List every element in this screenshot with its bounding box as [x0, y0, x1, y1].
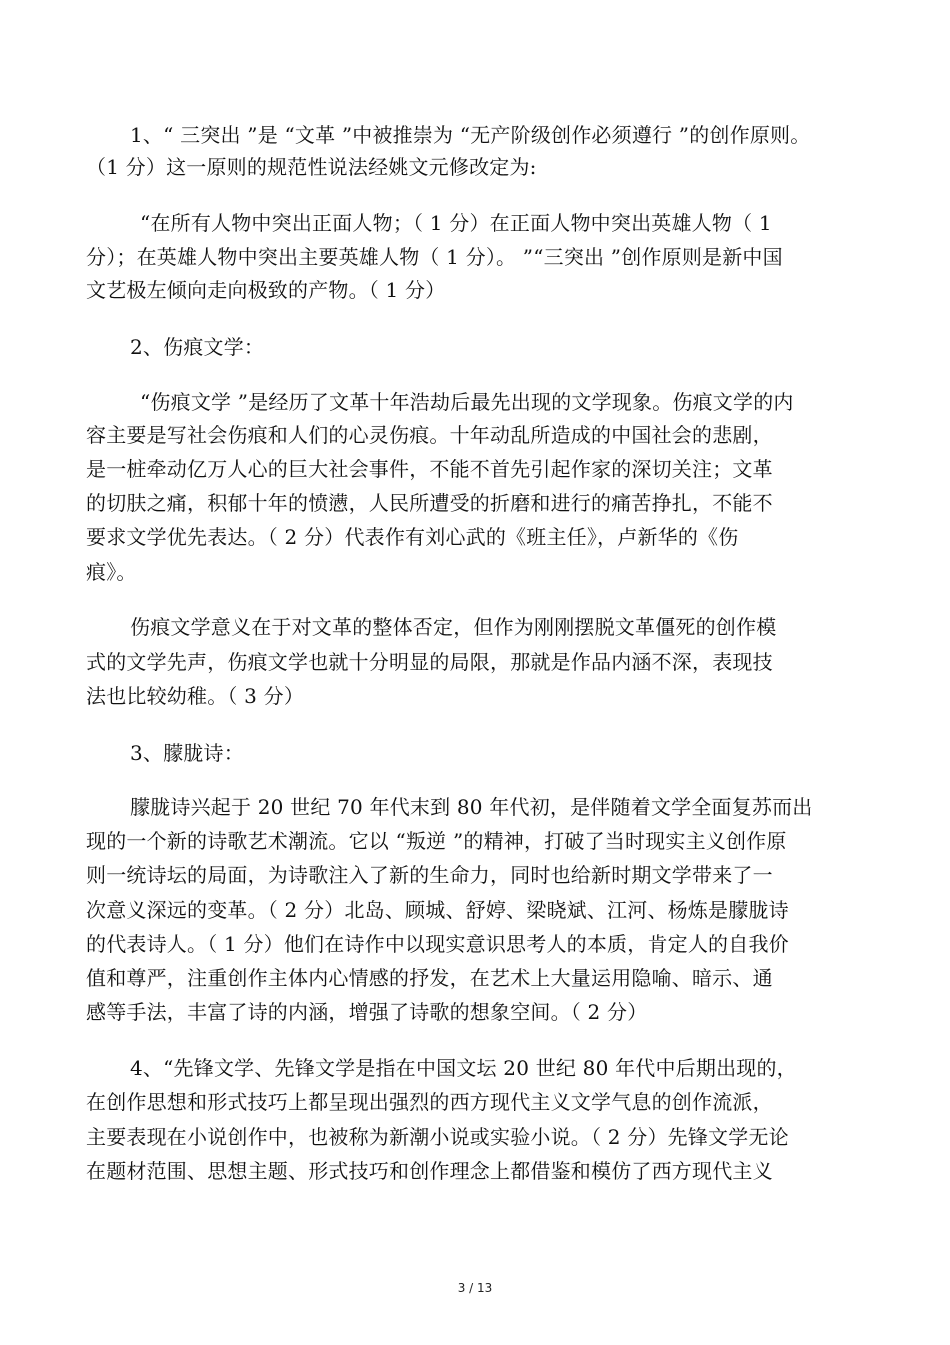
text-line: 要求文学优先表达。（ 2 分）代表作有刘心武的《班主任》，卢新华的《伤	[86, 525, 739, 549]
text-line: 感等手法，丰富了诗的内涵，增强了诗歌的想象空间。（ 2 分）	[86, 1000, 648, 1024]
text-line: 文艺极左倾向走向极致的产物。（ 1 分）	[86, 278, 446, 302]
text-line: 在创作思想和形式技巧上都呈现出强烈的西方现代主义文学气息的创作流派，	[86, 1090, 773, 1114]
text-line: 值和尊严，注重创作主体内心情感的抒发，在艺术上大量运用隐喻、暗示、通	[86, 966, 773, 990]
text-line: 的代表诗人。（ 1 分）他们在诗作中以现实意识思考人的本质，肯定人的自我价	[86, 932, 789, 956]
text-line: （1 分）这一原则的规范性说法经姚文元修改定为:	[86, 155, 537, 179]
text-line: 的切肤之痛，积郁十年的愤懑，人民所遭受的折磨和进行的痛苦挣扎，不能不	[86, 491, 773, 515]
text-line: 现的一个新的诗歌艺术潮流。它以 “叛逆 ”的精神，打破了当时现实主义创作原	[86, 829, 787, 853]
section-heading: 2、伤痕文学：	[130, 335, 265, 359]
page-number: 3 / 13	[457, 1281, 493, 1295]
text-line: 次意义深远的变革。（ 2 分）北岛、顾城、舒婷、梁晓斌、江河、杨炼是朦胧诗	[86, 898, 789, 922]
text-line: 朦胧诗兴起于 20 世纪 70 年代末到 80 年代初，是伴随着文学全面复苏而出	[130, 795, 813, 819]
section-heading: 3、朦胧诗：	[130, 741, 244, 765]
text-line: 在题材范围、思想主题、形式技巧和创作理念上都借鉴和模仿了西方现代主义	[86, 1159, 773, 1183]
text-line: 伤痕文学意义在于对文革的整体否定，但作为刚刚摆脱文革僵死的创作模	[130, 615, 777, 639]
text-line: “在所有人物中突出正面人物；（ 1 分）在正面人物中突出英雄人物（ 1	[140, 211, 772, 235]
text-line: 1、“ 三突出 ”是 “文革 ”中被推崇为 “无产阶级创作必须遵行 ”的创作原则。	[130, 123, 811, 147]
text-line: 式的文学先声，伤痕文学也就十分明显的局限，那就是作品内涵不深，表现技	[86, 650, 773, 674]
text-line: 痕》。	[86, 560, 137, 584]
text-line: 是一桩牵动亿万人心的巨大社会事件，不能不首先引起作家的深切关注；文革	[86, 457, 773, 481]
text-line: 分）；在英雄人物中突出主要英雄人物（ 1 分）。 ”“三突出 ”创作原则是新中国	[86, 245, 783, 269]
text-line: 容主要是写社会伤痕和人们的心灵伤痕。十年动乱所造成的中国社会的悲剧，	[86, 423, 773, 447]
text-line: “伤痕文学 ”是经历了文革十年浩劫后最先出现的文学现象。伤痕文学的内	[140, 390, 794, 414]
text-line: 主要表现在小说创作中，也被称为新潮小说或实验小说。（ 2 分）先锋文学无论	[86, 1125, 789, 1149]
text-line: 4、“先锋文学、先锋文学是指在中国文坛 20 世纪 80 年代中后期出现的，	[130, 1056, 797, 1080]
text-line: 法也比较幼稚。（ 3 分）	[86, 684, 305, 708]
text-line: 则一统诗坛的局面，为诗歌注入了新的生命力，同时也给新时期文学带来了一	[86, 863, 773, 887]
